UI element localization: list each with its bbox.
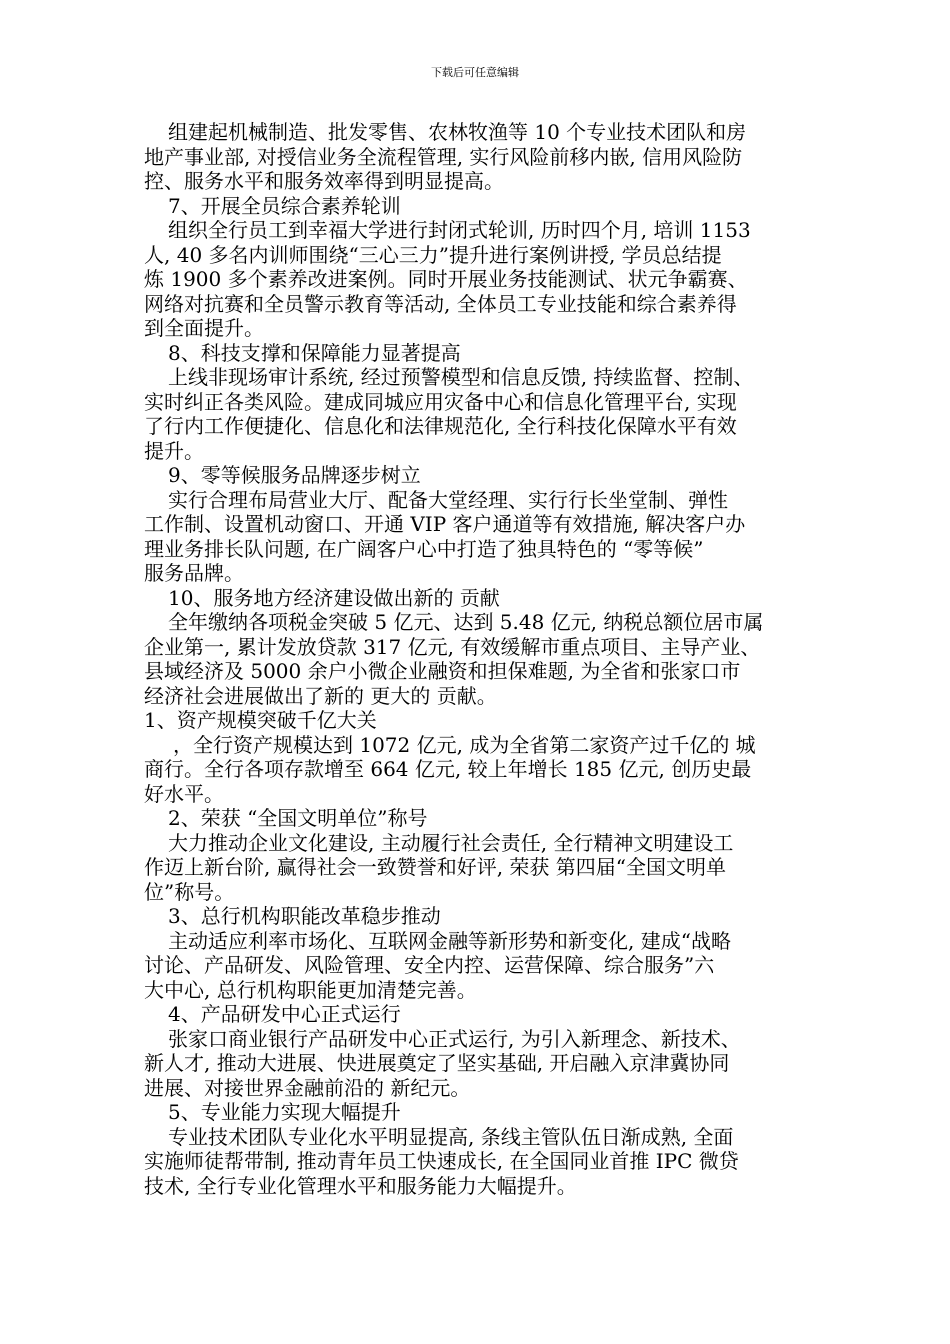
text-line: 讨论、产品研发、风险管理、安全内控、运营保障、综合服务”六 <box>144 953 715 977</box>
text-line: 人, 40 多名内训师围绕“三心三力”提升进行案例讲授, 学员总结提 <box>144 242 722 267</box>
text-line: 工作制、设置机动窗口、开通 VIP 客户通道等有效措施, 解决客户办 <box>144 512 746 536</box>
page-header: 下载后可任意编辑 <box>431 66 519 79</box>
text-line: 了行内工作便捷化、信息化和法律规范化, 全行科技化保障水平有效 <box>144 414 737 438</box>
text-line: ，全行资产规模达到 1072 亿元, 成为全省第二家资产过千亿的 城 <box>173 732 756 757</box>
text-line: 炼 1900 多个素养改进案例。同时开展业务技能测试、状元争霸赛、 <box>144 267 748 291</box>
text-line: 9、零等候服务品牌逐步树立 <box>168 463 421 487</box>
text-line: 网络对抗赛和全员警示教育等活动, 全体员工专业技能和综合素养得 <box>144 291 737 316</box>
text-line: 到全面提升。 <box>144 316 264 340</box>
text-line: 好水平。 <box>144 781 224 806</box>
text-line: 理业务排长队问题, 在广阔客户心中打造了独具特色的 “零等候” <box>144 536 704 561</box>
text-line: 实时纠正各类风险。建成同城应用灾备中心和信息化管理平台, 实现 <box>144 389 737 414</box>
text-line: 大中心, 总行机构职能更加清楚完善。 <box>144 977 477 1002</box>
text-line: 商行。全行各项存款增至 664 亿元, 较上年增长 185 亿元, 创历史最 <box>144 757 752 781</box>
text-line: 进展、对接世界金融前沿的 新纪元。 <box>144 1075 471 1100</box>
text-line: 作迈上新台阶, 赢得社会一致赞誉和好评, 荣获 第四届“全国文明单 <box>144 855 727 879</box>
text-line: 控、服务水平和服务效率得到明显提高。 <box>144 169 504 193</box>
text-line: 3、总行机构职能改革稳步推动 <box>168 904 441 928</box>
text-line: 县域经济及 5000 余户小微企业融资和担保难题, 为全省和张家口市 <box>144 659 741 683</box>
text-line: 大力推动企业文化建设, 主动履行社会责任, 全行精神文明建设工 <box>168 830 734 855</box>
text-line: 组织全行员工到幸福大学进行封闭式轮训, 历时四个月, 培训 1153 <box>168 218 751 242</box>
text-line: 2、荣获 “全国文明单位”称号 <box>168 806 428 830</box>
text-line: 经济社会进展做出了新的 更大的 贡献。 <box>144 683 497 708</box>
text-line: 实行合理布局营业大厅、配备大堂经理、实行行长坐堂制、弹性 <box>168 487 728 512</box>
text-line: 实施师徒帮带制, 推动青年员工快速成长, 在全国同业首推 IPC 微贷 <box>144 1149 739 1173</box>
text-line: 张家口商业银行产品研发中心正式运行, 为引入新理念、新技术、 <box>168 1026 741 1051</box>
text-line: 5、专业能力实现大幅提升 <box>168 1100 401 1124</box>
text-line: 主动适应利率市场化、互联网金融等新形势和新变化, 建成“战略 <box>168 928 731 953</box>
text-line: 1、资产规模突破千亿大关 <box>144 708 377 732</box>
text-line: 技术, 全行专业化管理水平和服务能力大幅提升。 <box>144 1173 577 1198</box>
text-line: 组建起机械制造、批发零售、农林牧渔等 10 个专业技术团队和房 <box>168 120 747 144</box>
text-line: 10、服务地方经济建设做出新的 贡献 <box>168 585 500 610</box>
text-line: 新人才, 推动大进展、快进展奠定了坚实基础, 开启融入京津冀协同 <box>144 1051 730 1075</box>
text-line: 上线非现场审计系统, 经过预警模型和信息反馈, 持续监督、控制、 <box>168 365 754 389</box>
text-line: 7、开展全员综合素养轮训 <box>168 193 401 218</box>
text-line: 提升。 <box>144 438 204 463</box>
text-line: 8、科技支撑和保障能力显著提高 <box>168 340 461 365</box>
text-line: 企业第一, 累计发放贷款 317 亿元, 有效缓解市重点项目、主导产业、 <box>144 634 761 659</box>
text-line: 专业技术团队专业化水平明显提高, 条线主管队伍日渐成熟, 全面 <box>168 1124 734 1149</box>
text-line: 4、产品研发中心正式运行 <box>168 1002 401 1026</box>
text-line: 位”称号。 <box>144 879 235 904</box>
document-body <box>144 120 809 1198</box>
text-line: 地产事业部, 对授信业务全流程管理, 实行风险前移内嵌, 信用风险防 <box>144 144 743 169</box>
text-line: 服务品牌。 <box>144 561 244 585</box>
text-line: 全年缴纳各项税金突破 5 亿元、达到 5.48 亿元, 纳税总额位居市属 <box>168 610 764 634</box>
